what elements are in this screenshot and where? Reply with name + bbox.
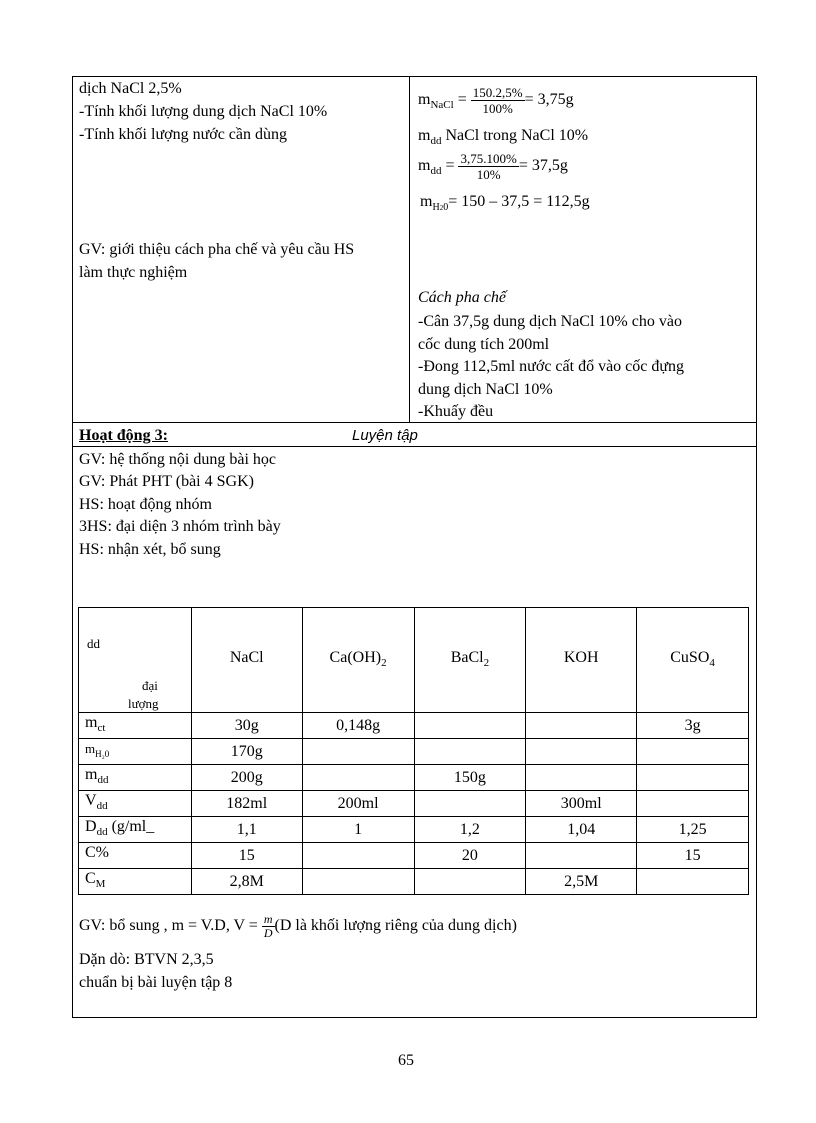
mdd-text: NaCl trong NaCl 10% [445,127,589,144]
mdd-label-sub: dd [430,165,442,177]
row-header [79,713,192,739]
frame-bottom [72,1017,757,1018]
row-divider-2 [72,446,757,447]
row-label: D [85,818,97,835]
row-label: m [85,741,96,756]
row-label-sub: dd [97,774,109,786]
table-cell: 300ml [526,791,637,817]
data-table [78,607,749,895]
eq-sign-2: = [445,157,455,174]
row-label: C% [85,844,109,861]
table-cell [526,739,637,765]
table-cell: 1,2 [414,817,526,843]
gv-suffix: (D là khối lượng riêng của dung dịch) [274,917,517,934]
row-header [79,817,192,843]
table-cell: 30g [191,713,302,739]
mh2o-m: m [420,193,433,210]
column-header-text: BaCl [450,648,484,666]
fraction-1 [471,85,525,116]
mh2o-0: 0 [443,202,449,213]
table-cell: 15 [191,843,302,869]
table-cell: 182ml [191,791,302,817]
fraction-1-den: 100% [482,100,513,116]
activity-line: GV: Phát PHT (bài 4 SGK) [79,473,254,490]
row-label: m [85,714,98,731]
row-header [79,765,192,791]
column-header [414,608,526,713]
table-cell: 1 [302,817,414,843]
table-cell [637,791,749,817]
table-row [79,713,749,739]
corner-cell [79,608,192,713]
row-label-sub: H₂0 [95,749,110,759]
column-header [637,608,749,713]
mdd-m-sub: dd [430,135,442,147]
table-cell [526,843,637,869]
column-header-text: Ca(OH) [329,648,382,666]
homework: Dặn dò: BTVN 2,3,5 [79,951,214,968]
mdd-label: m [418,157,431,174]
gv-supplement [79,908,517,944]
table-cell [414,713,526,739]
page-number: 65 [398,1052,414,1069]
column-header [526,608,637,713]
table-cell: 200g [191,765,302,791]
row-label: m [85,766,98,783]
equation-mdd [418,146,568,191]
eq-sign-1: = [457,91,467,108]
column-header-text: KOH [563,648,599,666]
table-cell: 150g [414,765,526,791]
table-row [79,869,749,895]
frac-m: m [263,911,273,926]
activity-line: 3HS: đại diện 3 nhóm trình bày [79,518,281,535]
table-cell: 15 [637,843,749,869]
method-step-2b: dung dịch NaCl 10% [418,381,553,398]
fraction-2-den: 10% [476,166,501,182]
mdd-m: m [418,127,431,144]
table-cell [526,765,637,791]
table-cell: 200ml [302,791,414,817]
table-cell [526,713,637,739]
corner-top: dd [87,636,100,651]
frame-right [756,76,757,1018]
column-header-text: NaCl [229,648,264,666]
column-header-sub: 2 [483,656,490,669]
table-cell [302,739,414,765]
row-label: C [85,870,96,887]
table-row [79,765,749,791]
fraction-2-num: 3,75.100% [460,150,517,166]
table-cell [637,869,749,895]
table-cell: 3g [637,713,749,739]
corner-bot: lượng [128,696,159,711]
row-header [79,869,192,895]
column-header-text: CuSO [670,648,710,666]
equation-mh2o [420,192,590,218]
method-step-2a: -Đong 112,5ml nước cất đổ vào cốc đựng [418,358,685,375]
row-divider-1 [72,422,757,423]
row-label-sub: M [95,878,106,890]
table-cell [637,765,749,791]
row-label-sub: ct [97,722,106,734]
method-title: Cách pha chế [418,289,506,306]
method-step-3: -Khuấy đều [418,403,494,420]
corner-mid: đại [142,678,158,693]
eq3-result: = 150 – 37,5 = 112,5g [448,193,590,210]
table-cell [302,869,414,895]
table-header-row [79,608,749,713]
frame-left [72,76,73,1018]
frame-top [72,76,757,77]
row-label-extra: (g/ml_ [107,818,155,835]
table-row [79,739,749,765]
table-cell: 1,04 [526,817,637,843]
column-header-sub: 2 [381,656,387,669]
eq1-result: = 3,75g [524,91,574,108]
m-label: m [418,91,431,108]
gv-line-2: làm thực nghiệm [79,264,188,281]
prepare-note: chuẩn bị bài luyện tập 8 [79,974,233,991]
table-cell [302,843,414,869]
column-divider [409,76,410,422]
table-row [79,843,749,869]
table-cell [414,869,526,895]
row-header [79,739,192,765]
row-label: V [85,792,97,809]
gv-line-1: GV: giới thiệu cách pha chế và yêu cầu HS [79,241,355,258]
left-line-2: -Tính khối lượng dung dịch NaCl 10% [79,103,328,120]
gv-prefix: GV: bổ sung , m = V.D, V = [79,917,258,934]
activity-line: HS: nhận xét, bổ sung [79,541,221,558]
table-cell: 1,25 [637,817,749,843]
column-header [191,608,302,713]
m-sub: NaCl [430,99,454,111]
table-cell: 0,148g [302,713,414,739]
activity-title: Hoạt động 3: [79,427,168,444]
activity-line: GV: hệ thống nội dung bài học [79,451,277,468]
activity-line: HS: hoạt động nhóm [79,496,212,513]
table-row [79,791,749,817]
row-label-sub: dd [96,800,108,812]
frac-d: D [263,925,273,940]
left-line-1: dịch NaCl 2,5% [79,80,182,97]
left-line-3: -Tính khối lượng nước cần dùng [79,126,288,143]
equation-mnacl [418,80,574,125]
column-header-sub: 4 [709,656,715,669]
eq2-result: = 37,5g [518,157,568,174]
table-cell [637,739,749,765]
method-step-1a: -Cân 37,5g dung dịch NaCl 10% cho vào [418,313,682,330]
table-cell: 170g [191,739,302,765]
fraction-1-num: 150.2,5% [472,84,523,100]
table-cell: 2,8M [191,869,302,895]
row-header [79,843,192,869]
activity-subtitle: Luyện tập [352,427,418,444]
table-cell: 1,1 [191,817,302,843]
mh2o-h: H [432,202,440,213]
table-cell: 20 [414,843,526,869]
method-step-1b: cốc dung tích 200ml [418,336,550,353]
table-cell: 2,5M [526,869,637,895]
fraction-2 [458,151,518,182]
row-header [79,791,192,817]
table-row [79,817,749,843]
fraction-m-over-d [262,913,275,940]
column-header [302,608,414,713]
table-cell [414,791,526,817]
table-cell [414,739,526,765]
table-cell [302,765,414,791]
mh2o-2: 2 [439,204,444,212]
row-label-sub: dd [96,826,108,838]
